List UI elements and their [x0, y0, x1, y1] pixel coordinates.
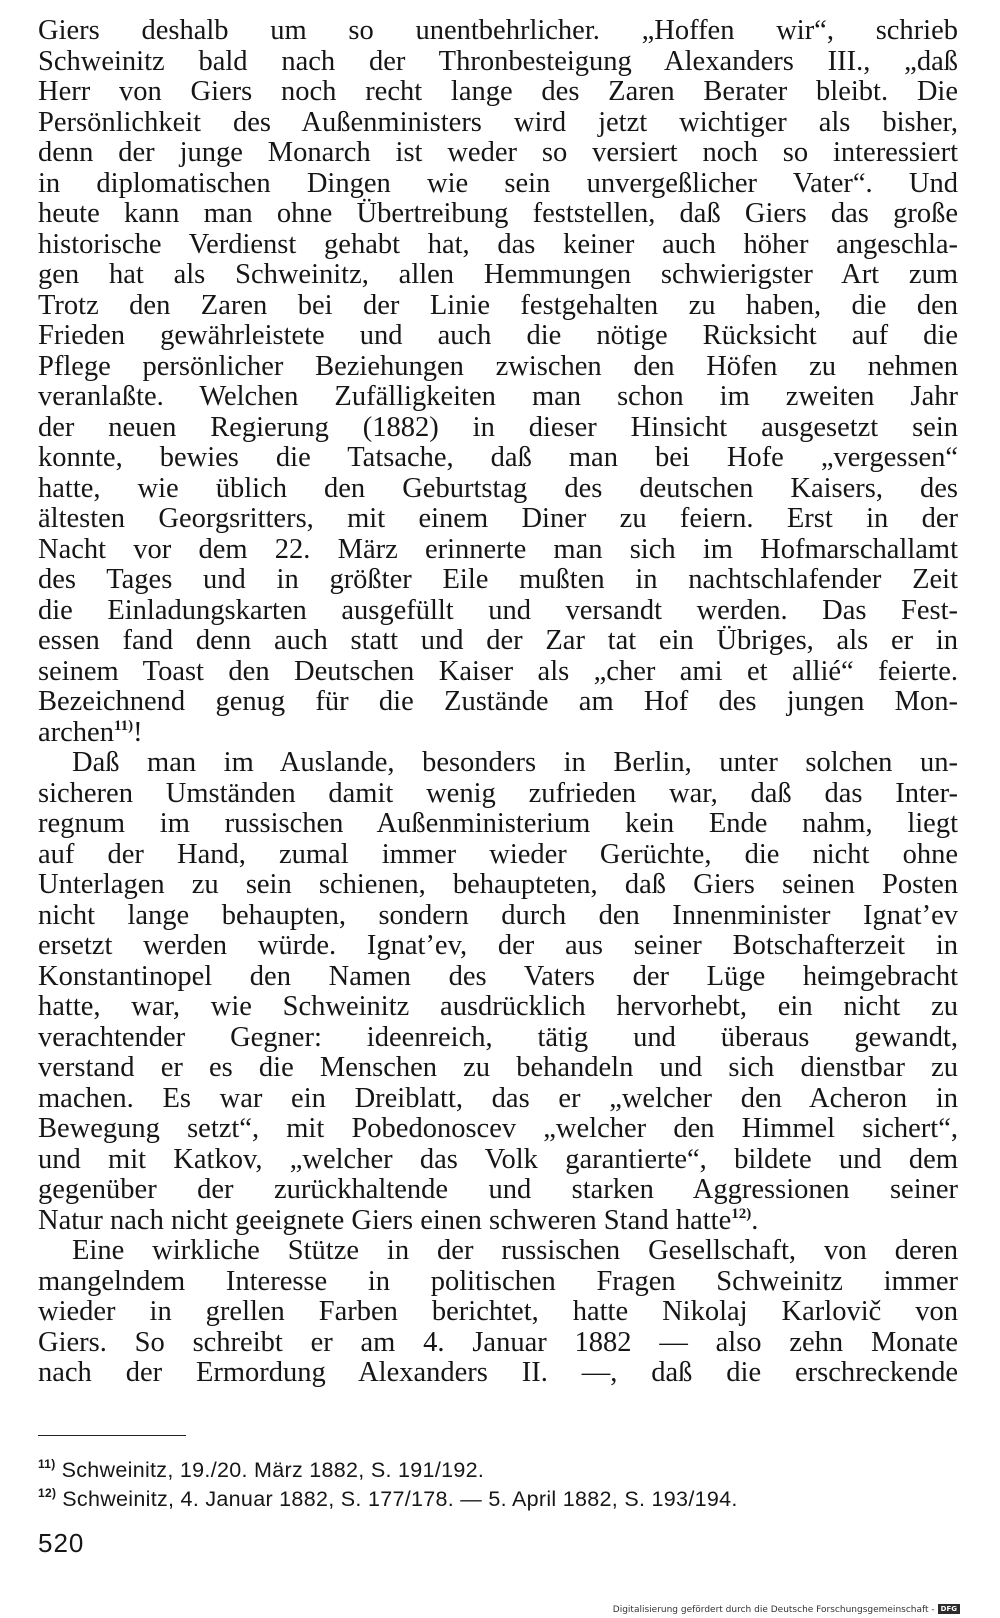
text-line	[38, 1236, 958, 1267]
line-text: gegenüber der zurückhaltende und starken Aggressionen seiner	[38, 1174, 958, 1205]
text-line	[38, 443, 958, 474]
line-text: veranlaßte. Welchen Zufälligkeiten man schon im zweiten Jahr	[38, 381, 958, 412]
text-line	[38, 748, 958, 779]
line-text: regnum im russischen Außenministerium kein Ende nahm, liegt	[38, 808, 958, 839]
text-line	[38, 1053, 958, 1084]
line-text: verachtender Gegner: ideenreich, tätig und überaus gewandt,	[38, 1021, 958, 1053]
text-line	[38, 16, 958, 47]
text-line	[38, 77, 958, 108]
footnote	[38, 1456, 958, 1485]
line-text: nach der Ermordung Alexanders II. —, daß die erschreckende	[38, 1357, 958, 1388]
text-line	[38, 840, 958, 871]
line-text: Konstantinopel den Namen des Vaters der Lüge heimgebracht	[38, 960, 958, 992]
line-text: denn der junge Monarch ist weder so versiert noch so interessiert	[38, 137, 958, 168]
line-text: historische Verdienst gehabt hat, das keiner auch höher angeschla-	[38, 228, 958, 260]
text-line	[38, 260, 958, 291]
line-tail: .	[751, 1204, 759, 1236]
text-line	[38, 779, 958, 810]
line-text: Natur nach nicht geeignete Giers einen schweren Stand hatte	[38, 1204, 732, 1236]
page-number: 520	[38, 1528, 85, 1558]
line-text: Trotz den Zaren bei der Linie festgehalten zu haben, die den	[38, 289, 958, 321]
line-tail: !	[133, 716, 143, 748]
text-line	[38, 47, 958, 78]
credit-text: Digitalisierung gefördert durch die Deutsche Forschungsgemeinschaft -	[612, 1605, 935, 1615]
line-text: Bewegung setzt“, mit Pobedonoscev „welcher den Himmel sichert“,	[38, 1113, 958, 1144]
line-text: seinem Toast den Deutschen Kaiser als „cher ami et allié“ feierte.	[38, 655, 958, 687]
line-text: in diplomatischen Dingen wie sein unvergeßlicher Vater“. Und	[38, 167, 958, 199]
footnote-marker: 11)	[38, 1457, 56, 1471]
text-line	[38, 474, 958, 505]
line-text: wieder in grellen Farben berichtet, hatte Nikolaj Karlovič von	[38, 1296, 958, 1327]
text-line	[38, 199, 958, 230]
text-line	[38, 1175, 958, 1206]
text-line	[38, 901, 958, 932]
line-text: gen hat als Schweinitz, allen Hemmungen schwierigster Art zum	[38, 259, 958, 290]
text-line	[38, 138, 958, 169]
text-line	[38, 352, 958, 383]
text-line	[38, 1297, 958, 1328]
line-text: des Tages und in größter Eile mußten in nachtschlafender Zeit	[38, 564, 958, 595]
line-text: mangelndem Interesse in politischen Fragen Schweinitz immer	[38, 1265, 958, 1297]
text-line	[38, 1145, 958, 1176]
text-line	[38, 1206, 958, 1237]
text-line	[38, 809, 958, 840]
line-text: konnte, bewies die Tatsache, daß man bei Hofe „vergessen“	[38, 442, 958, 473]
text-line	[38, 962, 958, 993]
text-line	[38, 565, 958, 596]
text-line	[38, 535, 958, 566]
line-text: auf der Hand, zumal immer wieder Gerüchte, die nicht ohne	[38, 838, 958, 870]
line-text: essen fand denn auch statt und der Zar tat ein Übriges, als er in	[38, 625, 958, 656]
line-text: sicheren Umständen damit wenig zufrieden war, daß das Inter-	[38, 777, 958, 809]
text-line	[38, 1328, 958, 1359]
footnote-reference: 11)	[113, 717, 134, 734]
body-text	[38, 16, 958, 1389]
line-text: machen. Es war ein Dreiblatt, das er „welcher den Acheron in	[38, 1082, 958, 1114]
footnote-reference: 12)	[731, 1205, 752, 1222]
line-text: Unterlagen zu sein schienen, behaupteten, daß Giers seinen Posten	[38, 869, 958, 900]
line-text: verstand er es die Menschen zu behandeln und sich dienstbar zu	[38, 1052, 958, 1083]
digitization-credit	[613, 1604, 960, 1615]
text-line	[38, 413, 958, 444]
line-text: Schweinitz bald nach der Thronbesteigung Alexanders III., „daß	[38, 45, 958, 77]
line-text: Bezeichnend genug für die Zustände am Hof des jungen Mon-	[38, 686, 958, 717]
text-line	[38, 931, 958, 962]
line-text: Eine wirkliche Stütze in der russischen Gesellschaft, von deren	[72, 1235, 958, 1266]
text-line	[38, 504, 958, 535]
text-line	[38, 321, 958, 352]
footnote-separator	[38, 1435, 186, 1436]
text-line	[38, 657, 958, 688]
text-line	[38, 1267, 958, 1298]
line-text: und mit Katkov, „welcher das Volk garantierte“, bildete und dem	[38, 1143, 958, 1175]
dfg-logo: DFG	[938, 1604, 960, 1614]
line-text: Giers deshalb um so unentbehrlicher. „Hoffen wir“, schrieb	[38, 15, 958, 46]
footnote-text: Schweinitz, 4. Januar 1882, S. 177/178. — 5. April 1882, S. 193/194.	[62, 1487, 738, 1511]
text-line	[38, 870, 958, 901]
line-text: Pflege persönlicher Beziehungen zwischen den Höfen zu nehmen	[38, 350, 958, 382]
line-text: heute kann man ohne Übertreibung feststellen, daß Giers das große	[38, 198, 958, 229]
text-line	[38, 1114, 958, 1145]
footnote-text: Schweinitz, 19./20. März 1882, S. 191/192.	[61, 1458, 485, 1482]
footnotes	[38, 1456, 958, 1514]
text-line	[38, 626, 958, 657]
line-text: hatte, war, wie Schweinitz ausdrücklich hervorhebt, ein nicht zu	[38, 991, 958, 1022]
line-text: Persönlichkeit des Außenministers wird jetzt wichtiger als bisher,	[38, 106, 958, 138]
text-line	[38, 1023, 958, 1054]
line-text: Nacht vor dem 22. März erinnerte man sich im Hofmarschallamt	[38, 533, 958, 565]
text-line	[38, 596, 958, 627]
line-text: Frieden gewährleistete und auch die nötige Rücksicht auf die	[38, 320, 958, 351]
text-line	[38, 382, 958, 413]
text-line	[38, 169, 958, 200]
line-text: Giers. So schreibt er am 4. Januar 1882 — also zehn Monate	[38, 1326, 958, 1358]
text-line	[38, 108, 958, 139]
footnote-marker: 12)	[38, 1486, 57, 1500]
line-text: ältesten Georgsritters, mit einem Diner zu feiern. Erst in der	[38, 503, 958, 534]
line-text: archen	[38, 716, 114, 748]
text-line	[38, 230, 958, 261]
footnote	[38, 1485, 958, 1514]
text-line	[38, 291, 958, 322]
line-text: Herr von Giers noch recht lange des Zaren Berater bleibt. Die	[38, 76, 958, 107]
line-text: der neuen Regierung (1882) in dieser Hinsicht ausgesetzt sein	[38, 411, 958, 443]
text-line	[38, 992, 958, 1023]
line-text: nicht lange behaupten, sondern durch den Innenminister Ignat’ev	[38, 899, 958, 931]
line-text: ersetzt werden würde. Ignat’ev, der aus seiner Botschafterzeit in	[38, 930, 958, 961]
line-text: die Einladungskarten ausgefüllt und versandt werden. Das Fest-	[38, 594, 958, 626]
line-text: hatte, wie üblich den Geburtstag des deutschen Kaisers, des	[38, 472, 958, 504]
line-text: Daß man im Auslande, besonders in Berlin, unter solchen un-	[72, 747, 958, 778]
text-line	[38, 687, 958, 718]
text-line	[38, 718, 958, 749]
text-line	[38, 1358, 958, 1389]
text-line	[38, 1084, 958, 1115]
